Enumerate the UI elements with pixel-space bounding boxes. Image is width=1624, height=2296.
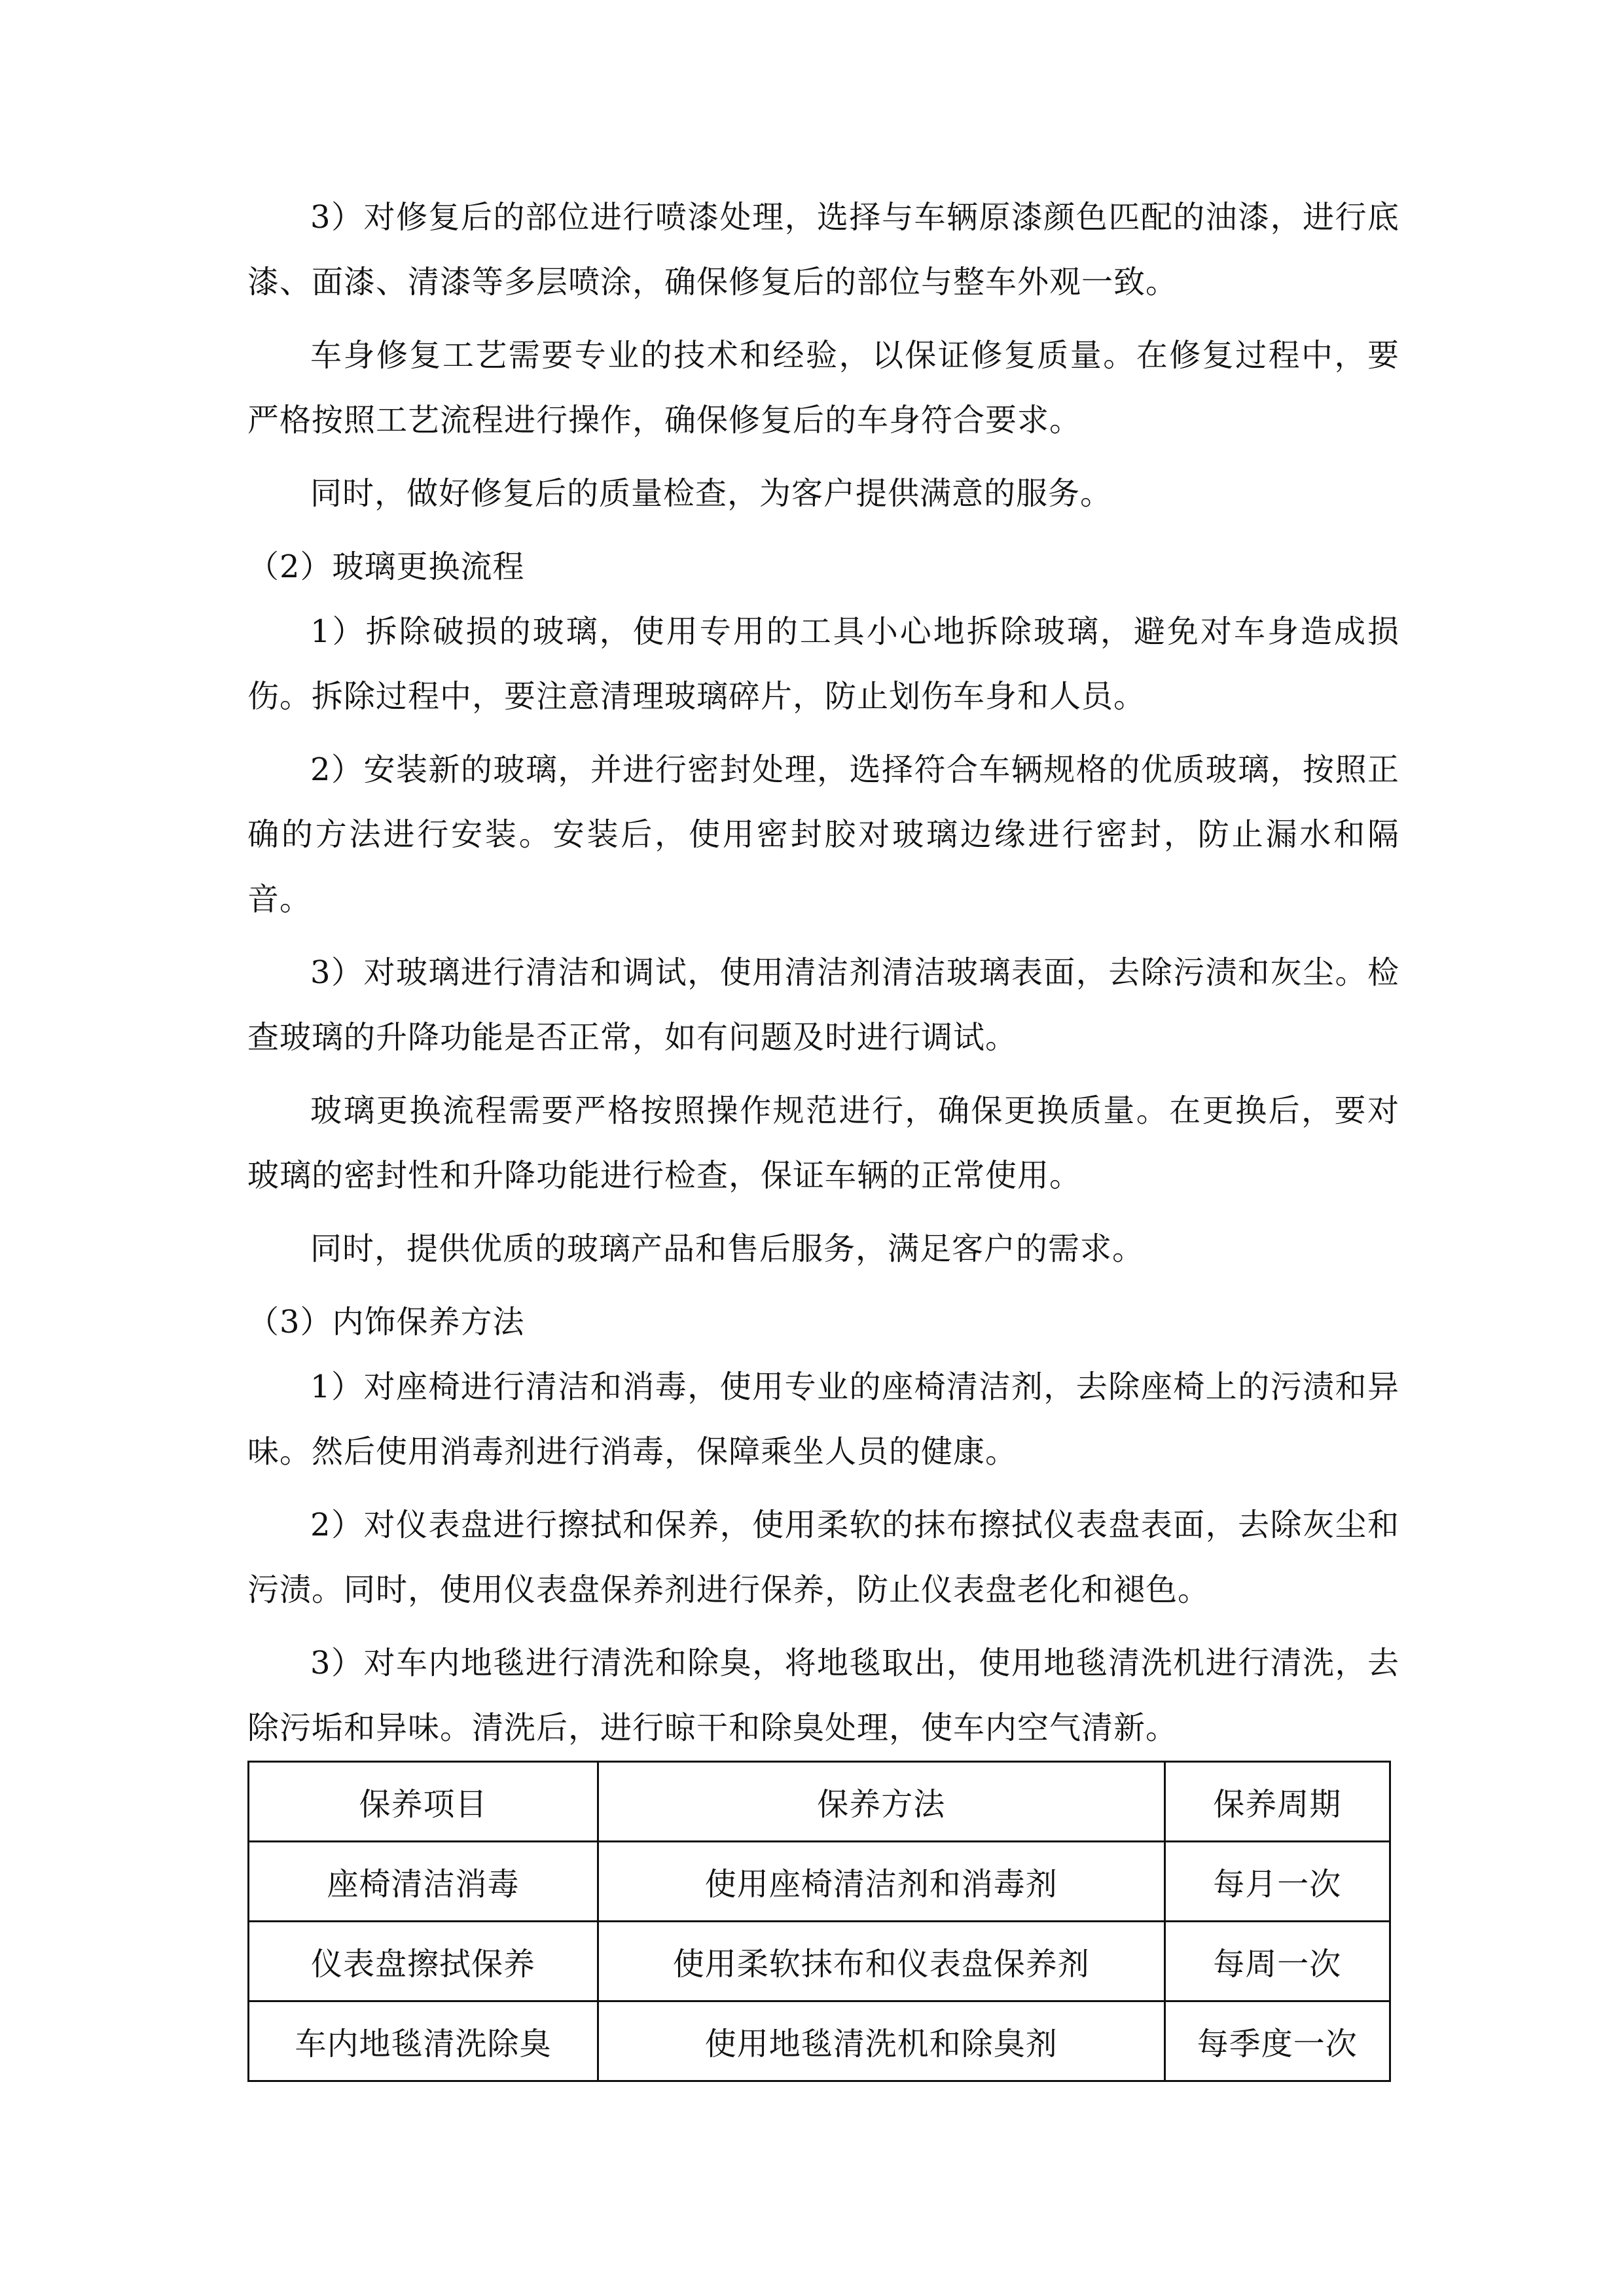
table-row bbox=[249, 1922, 1390, 2001]
paragraph-dashboard-care: 2）对仪表盘进行擦拭和保养，使用柔软的抹布擦拭仪表盘表面，去除灰尘和污渍。同时，使用仪表盘保养剂进行保养，防止仪表盘老化和褪色。 bbox=[247, 1507, 1399, 1608]
table-cell: 座椅清洁消毒 bbox=[249, 1842, 598, 1922]
paragraph-clean-glass: 3）对玻璃进行清洁和调试，使用清洁剂清洁玻璃表面，去除污渍和灰尘。检查玻璃的升降功能是否正常，如有问题及时进行调试。 bbox=[247, 954, 1399, 1056]
paragraph-body-repair-summary: 车身修复工艺需要专业的技术和经验，以保证修复质量。在修复过程中，要严格按照工艺流程进行操作，确保修复后的车身符合要求。 bbox=[247, 337, 1399, 439]
table-header-cell: 保养周期 bbox=[1164, 1762, 1390, 1842]
section-heading-interior-care: （3）内饰保养方法 bbox=[247, 1304, 525, 1340]
table-cell: 使用柔软抹布和仪表盘保养剂 bbox=[598, 1922, 1164, 2001]
document-body bbox=[247, 185, 1399, 1761]
maintenance-table bbox=[247, 1761, 1391, 2082]
table-cell: 使用地毯清洗机和除臭剂 bbox=[598, 2001, 1164, 2081]
paragraph-quality-check: 同时，做好修复后的质量检查，为客户提供满意的服务。 bbox=[310, 475, 1113, 512]
paragraph-glass-service: 同时，提供优质的玻璃产品和售后服务，满足客户的需求。 bbox=[310, 1230, 1145, 1267]
paragraph-seat-cleaning: 1）对座椅进行清洁和消毒，使用专业的座椅清洁剂，去除座椅上的污渍和异味。然后使用消毒剂进行消毒，保障乘坐人员的健康。 bbox=[247, 1369, 1399, 1470]
paragraph-spray-paint: 3）对修复后的部位进行喷漆处理，选择与车辆原漆颜色匹配的油漆，进行底漆、面漆、清漆等多层喷涂，确保修复后的部位与整车外观一致。 bbox=[247, 199, 1399, 300]
paragraph-carpet-cleaning: 3）对车内地毯进行清洗和除臭，将地毯取出，使用地毯清洗机进行清洗，去除污垢和异味。清洗后，进行晾干和除臭处理，使车内空气清新。 bbox=[247, 1645, 1399, 1746]
table-row bbox=[249, 2001, 1390, 2081]
table-cell: 每月一次 bbox=[1164, 1842, 1390, 1922]
table-cell: 每季度一次 bbox=[1164, 2001, 1390, 2081]
section-heading-glass-replacement: （2）玻璃更换流程 bbox=[247, 548, 525, 585]
table-cell: 每周一次 bbox=[1164, 1922, 1390, 2001]
table-cell: 车内地毯清洗除臭 bbox=[249, 2001, 598, 2081]
table-header-cell: 保养项目 bbox=[249, 1762, 598, 1842]
table-row bbox=[249, 1842, 1390, 1922]
table-header-cell: 保养方法 bbox=[598, 1762, 1164, 1842]
paragraph-remove-glass: 1）拆除破损的玻璃，使用专用的工具小心地拆除玻璃，避免对车身造成损伤。拆除过程中，要注意清理玻璃碎片，防止划伤车身和人员。 bbox=[247, 613, 1399, 715]
paragraph-glass-summary: 玻璃更换流程需要严格按照操作规范进行，确保更换质量。在更换后，要对玻璃的密封性和升降功能进行检查，保证车辆的正常使用。 bbox=[247, 1092, 1399, 1194]
table-header-row bbox=[249, 1762, 1390, 1842]
paragraph-install-glass: 2）安装新的玻璃，并进行密封处理，选择符合车辆规格的优质玻璃，按照正确的方法进行安装。安装后，使用密封胶对玻璃边缘进行密封，防止漏水和隔音。 bbox=[247, 751, 1399, 918]
table-cell: 仪表盘擦拭保养 bbox=[249, 1922, 598, 2001]
table-cell: 使用座椅清洁剂和消毒剂 bbox=[598, 1842, 1164, 1922]
